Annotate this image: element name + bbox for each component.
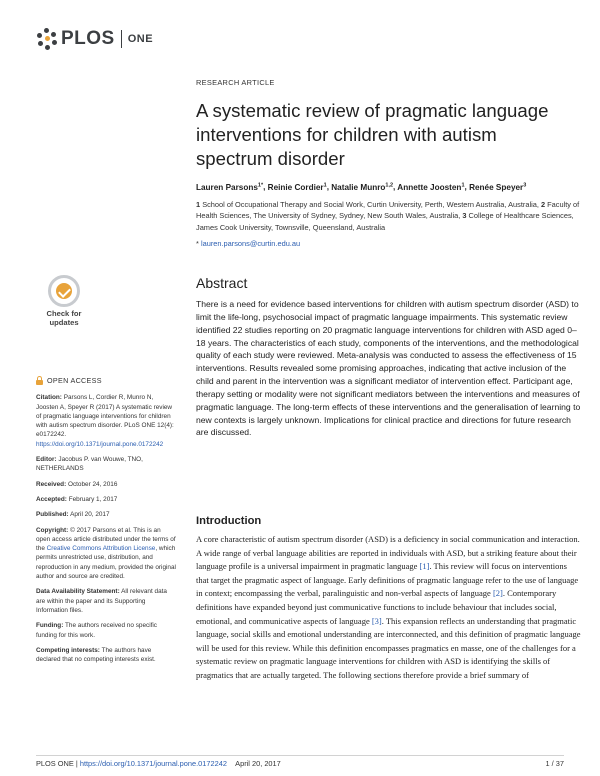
author[interactable]: Reinie Cordier$^1$ [267, 182, 327, 192]
author-list: Lauren Parsons$^{1*}$, Reinie Cordier$^1$, Natalie Munro$^{1,2}$, Annette Joosten$^1$, Renée Speyer$^3$ [196, 182, 527, 192]
funding: Funding: The authors received no specific funding for this work. [36, 622, 158, 639]
abstract-text: There is a need for evidence based interventions for children with autism spectrum disorder (ASD) to limit the life-long, psychosocial impact of pragmatic language impairments. This systematic review identified 22 studies reporting on 20 pragmatic language interventions for children with ASD aged 0–18 years. The characteristics of each study, components of the interventions, and the methodological quality of each study were reviewed. Meta-analysis was conducted to assess the effectiveness of 15 interventions. Results revealed some promising approaches, indicating that active inclusion of the child and parent in the intervention was a significant mediator of intervention effect. Participant age, therapy setting or modality were not significant mediators between the interventions and measures of pragmatic language. The long-term effects of these interventions and the generalisation of learning to new contexts is largely unknown. Implications for clinical practice and directions for future research are discussed. [196, 299, 581, 438]
footer-citation: PLOS ONE | https://doi.org/10.1371/journal.pone.0172242 April 20, 2017 [36, 759, 281, 768]
article-info-sidebar [36, 376, 176, 670]
affiliation: College of Healthcare Sciences, James Cook University, Townsville, Queensland, Australia [196, 211, 574, 232]
check-updates-icon [48, 275, 80, 307]
citation: Citation: Parsons L, Cordier R, Munro N, Joosten A, Speyer R (2017) A systematic review of pragmatic language interventions for children with autism spectrum disorder. PLoS ONE 12(4): e0172242. https://doi.org/10.1371/journal.pone.0172242 [36, 394, 174, 448]
article-type: RESEARCH ARTICLE [196, 78, 275, 87]
accepted-date: Accepted: February 1, 2017 [36, 495, 118, 503]
open-access-label: OPEN ACCESS [36, 376, 176, 385]
author[interactable]: Natalie Munro$^{1,2}$ [331, 182, 394, 192]
author[interactable]: Lauren Parsons$^{1*}$ [196, 182, 264, 192]
affiliation: Faculty of Health Sciences, The University of Sydney, Sydney, New South Wales, Australia, [196, 200, 580, 221]
abstract-heading: Abstract [196, 275, 248, 291]
open-lock-icon [36, 376, 43, 385]
logo-wordmark: PLOS [61, 28, 115, 49]
copyright: Copyright: © 2017 Parsons et al. This is an open access article distributed under the terms of the Creative Commons Attribution License, which permits unrestricted use, distribution, and reproduction in any medium, provided the original author and source are credited. [36, 526, 176, 581]
reference-link[interactable]: [2] [492, 588, 503, 599]
affiliations: 1 School of Occupational Therapy and Social Work, Curtin University, Perth, Western Australia, Australia, 2 Faculty of Health Sciences, The University of Sydney, Sydney, New South Wales, Australia, 3 College of Healthcare Sciences, James Cook University, Townsville, Queensland, Australia [196, 200, 580, 232]
affiliation: School of Occupational Therapy and Social Work, Curtin University, Perth, Western Australia, Australia, [202, 200, 539, 209]
data-availability: Data Availability Statement: All relevant data are within the paper and its Supporting Information files. [36, 588, 167, 614]
competing-interests: Competing interests: The authors have declared that no competing interests exist. [36, 646, 156, 664]
email-link[interactable]: lauren.parsons@curtin.edu.au [200, 239, 301, 248]
introduction-text: A core characteristic of autism spectrum disorder (ASD) is a deficiency in social communication and interaction. A wide range of verbal language abilities are reported in individuals with ASD, but a striking feature about their language profile is a universal impairment in pragmatic language [1]. This review will focus on interventions that target the pragmatic aspect of language. Early definitions of pragmatic language refer to the use of language in context; encompassing the verbal, paralinguistic and non-verbal aspects of language [2]. Contemporary definitions have expanded beyond just communicative functions to include behaviour that includes social, emotional, and communicative aspects of language [3]. This expansion reflects an understanding that pragmatic language, social skills and emotional understanding are interconnected, and this definition of pragmatic language will be used for this review. While this definition encompasses pragmatics en masse, one of the challenges for a systematic review on pragmatic language interventions for children with ASD is identifying the skills of pragmatics that are actually targeted. The following sections therefore provide a brief summary of [196, 534, 581, 680]
footer-divider [36, 755, 564, 756]
introduction-heading: Introduction [196, 515, 262, 527]
received-date: Received: October 24, 2016 [36, 480, 118, 488]
page-number: 1 / 37 [545, 759, 564, 768]
published-date: Published: April 20, 2017 [36, 511, 110, 519]
author[interactable]: Annette Joosten$^1$ [397, 182, 465, 192]
logo-journal-name: ONE [127, 33, 154, 45]
corresponding-author: * lauren.parsons@curtin.edu.au [196, 239, 301, 248]
logo-divider [121, 30, 122, 48]
plos-one-logo [36, 28, 153, 50]
footer-date: April 20, 2017 [235, 759, 281, 768]
citation-doi-link[interactable]: https://doi.org/10.1371/journal.pone.0172242 [36, 440, 164, 448]
reference-link[interactable]: [3] [371, 615, 382, 626]
plos-logo-icon [36, 28, 58, 50]
editor: Editor: Jacobus P. van Wouwe, TNO, NETHERLANDS [36, 456, 143, 473]
check-for-updates-badge[interactable]: Check for updates [37, 275, 91, 333]
page-footer [36, 759, 564, 768]
reference-link[interactable]: [1] [419, 561, 430, 572]
author[interactable]: Renée Speyer$^3$ [469, 182, 527, 192]
footer-doi-link[interactable]: https://doi.org/10.1371/journal.pone.0172242 [79, 759, 227, 768]
article-title: A systematic review of pragmatic language interventions for children with autism spectrum disorder [196, 100, 549, 169]
license-link[interactable]: Creative Commons Attribution License [46, 545, 156, 553]
